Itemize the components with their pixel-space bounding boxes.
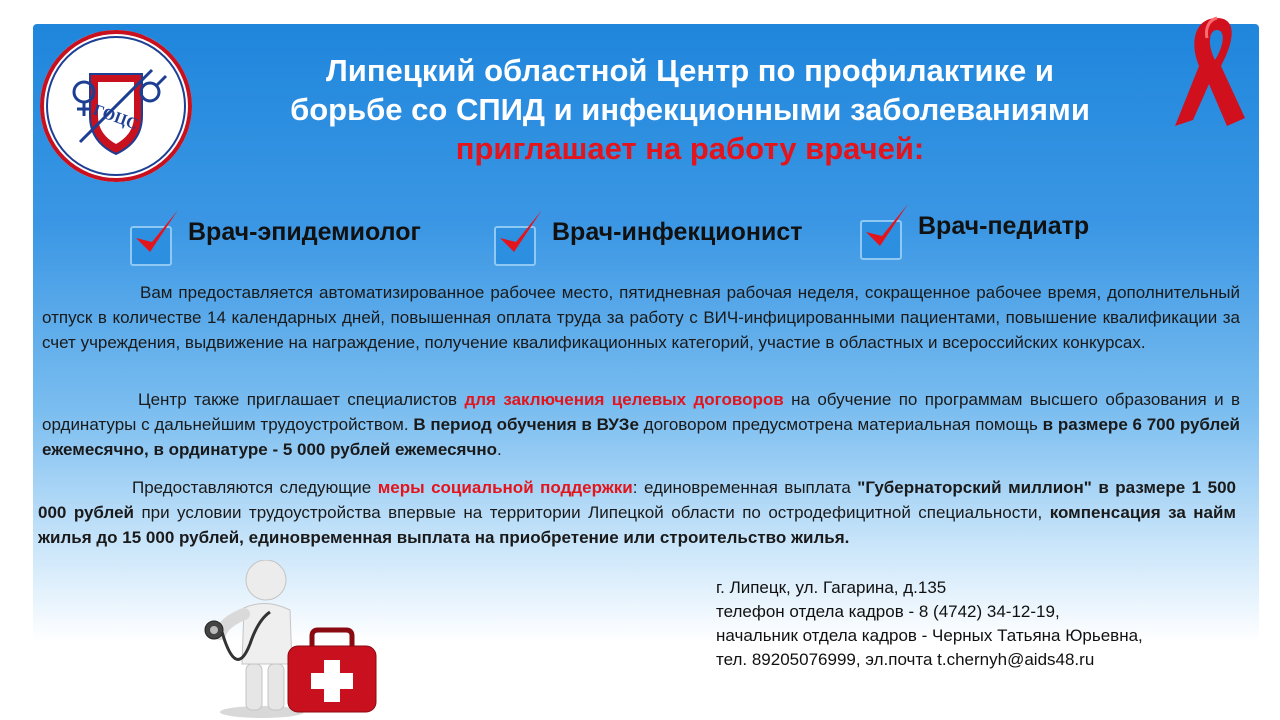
svg-text:ГОЦС: ГОЦС: [90, 101, 141, 134]
highlight-social-support: меры социальной поддержки: [377, 478, 633, 497]
social-support-paragraph: Предоставляются следующие меры социальной поддержки: единовременная выплата "Губернаторский миллион" в размере 1 500 000 рублей при условии трудоустройства впервые на территории Липецкой области по остродефицитной специальности, компенсация за найм жилья до 15 000 рублей, единовременная выплата на приобретение или строительство жилья.: [38, 478, 1237, 547]
checkmark-icon: [860, 198, 912, 254]
checkmark-icon: [130, 204, 182, 260]
title-line-2: борьбе со СПИД и инфекционными заболеваниями: [290, 91, 1090, 127]
contact-info: [716, 576, 1143, 672]
targeted-contracts-paragraph: Центр также приглашает специалистов для заключения целевых договоров на обучение по программам высшего образования и в ординатуры с дальнейшим трудоустройством. В период обучения в ВУЗе договором предусмотрена материальная помощь в размере 6 700 рублей ежемесячно, в ординатуре - 5 000 рублей ежемесячно.: [42, 390, 1240, 459]
doctor-figure-with-medkit-icon: [200, 560, 400, 720]
title-line-1: Липецкий областной Центр по профилактике и: [326, 53, 1054, 88]
position-pediatrician: [860, 204, 1089, 248]
address: г. Липецк, ул. Гагарина, д.135: [716, 578, 947, 597]
hr-phone: телефон отдела кадров - 8 (4742) 34-12-19,: [716, 602, 1060, 621]
aids-center-logo: [40, 30, 192, 182]
highlight-target-contracts: для заключения целевых договоров: [464, 390, 784, 409]
checkmark-icon: [494, 204, 546, 260]
position-infectious-disease: [494, 210, 803, 254]
hr-head: начальник отдела кадров - Черных Татьяна Юрьевна,: [716, 626, 1143, 645]
position-epidemiologist: [130, 210, 421, 254]
benefits-paragraph: Вам предоставляется автоматизированное рабочее место, пятидневная рабочая неделя, сокращенное рабочее время, дополнительный отпуск в количестве 14 календарных дней, повышенная оплата труда за работу с ВИЧ-инфицированными пациентами, повышение квалификации за счет учреждения, выдвижение на награждение, получение квалификационных категорий, участие в областных и всероссийских конкурсах.: [42, 283, 1240, 352]
aids-center-emblem-icon: [40, 30, 192, 182]
position-label: Врач-инфекционист: [552, 217, 803, 246]
position-label: Врач-эпидемиолог: [188, 217, 421, 246]
position-label: Врач-педиатр: [918, 211, 1090, 240]
page-title: [195, 52, 1185, 168]
phone-email: тел. 89205076999, эл.почта t.chernyh@aids48.ru: [716, 650, 1095, 669]
invitation-heading: приглашает на работу врачей:: [455, 130, 925, 166]
